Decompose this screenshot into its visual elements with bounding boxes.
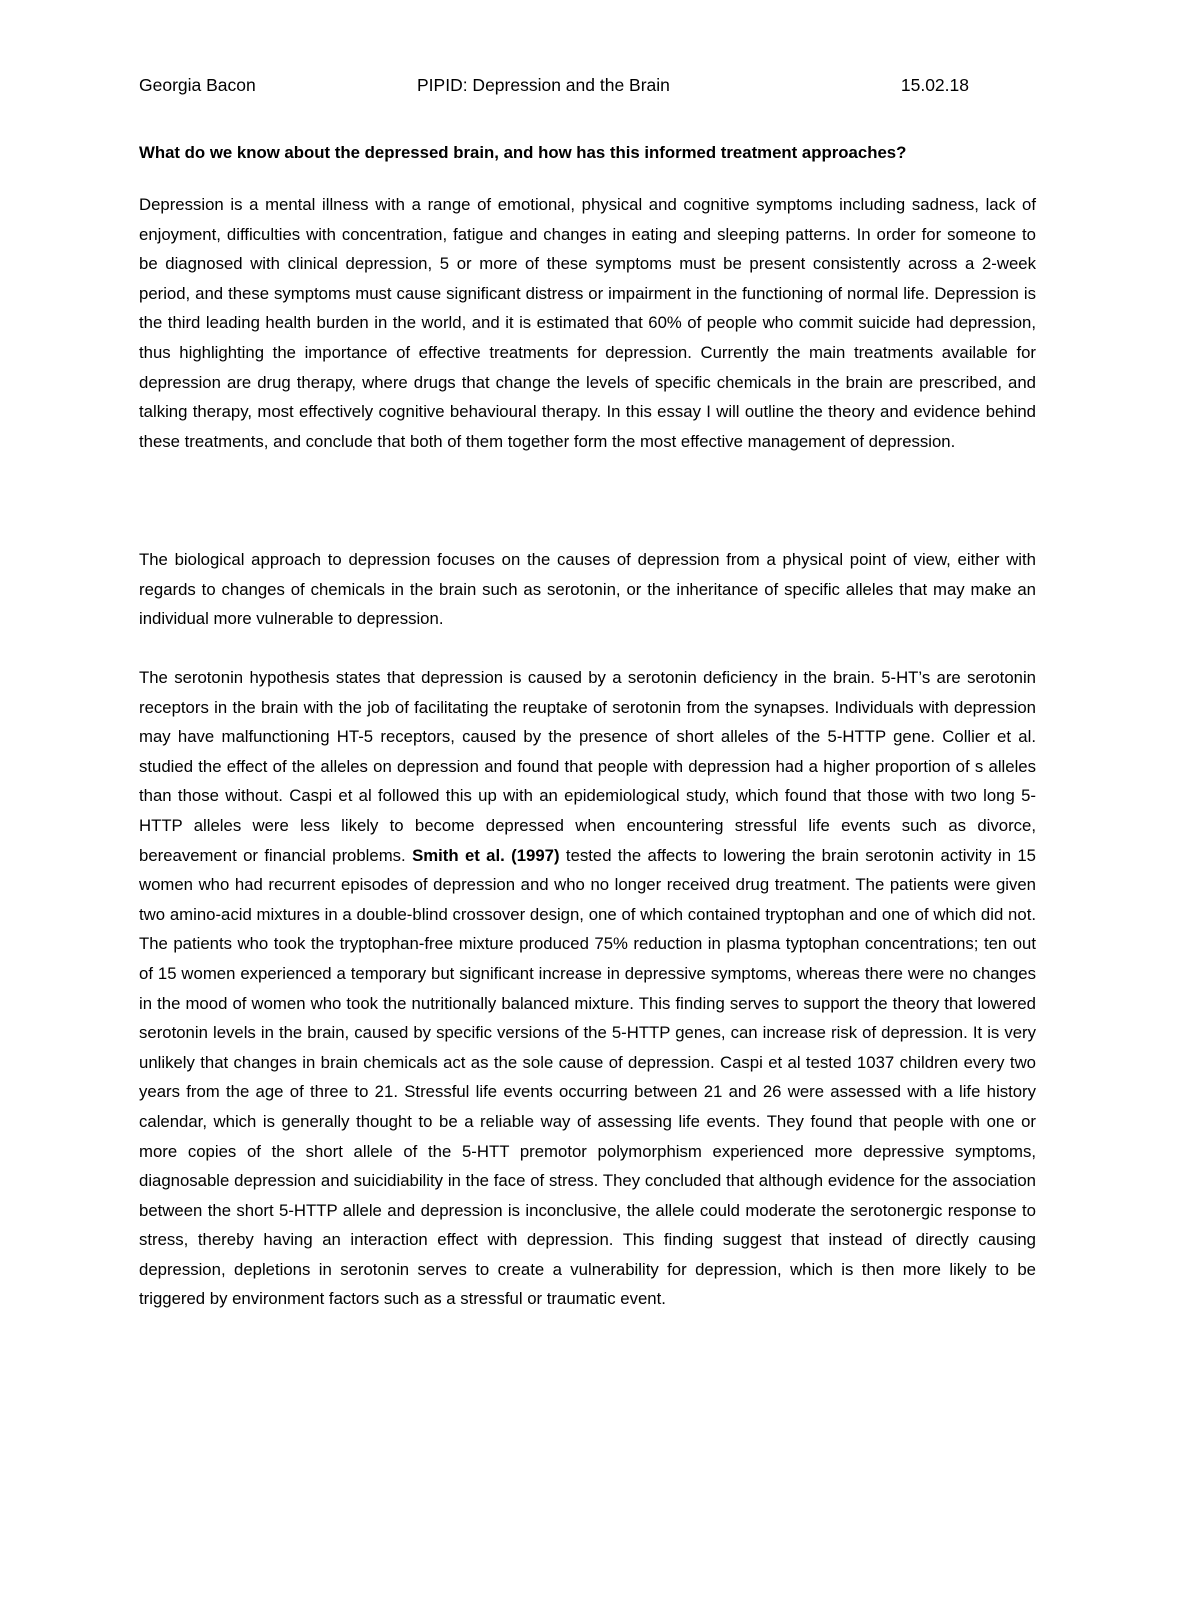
serotonin-hypothesis-paragraph — [139, 663, 1036, 1314]
intro-paragraph: Depression is a mental illness with a range of emotional, physical and cognitive symptoms including sadness, lack of enjoyment, difficulties with concentration, fatigue and changes in eating and sleeping patterns. In order for someone to be diagnosed with clinical depression, 5 or more of these symptoms must be present consistently across a 2-week period, and these symptoms must cause significant distress or impairment in the functioning of normal life. Depression is the third leading health burden in the world, and it is estimated that 60% of people who commit suicide had depression, thus highlighting the importance of effective treatments for depression. Currently the main treatments available for depression are drug therapy, where drugs that change the levels of specific chemicals in the brain are prescribed, and talking therapy, most effectively cognitive behavioural therapy. In this essay I will outline the theory and evidence behind these treatments, and conclude that both of them together form the most effective management of depression. — [139, 195, 1036, 451]
smith-citation: Smith et al. (1997) — [412, 845, 560, 865]
serotonin-text-part1: The serotonin hypothesis states that depression is caused by a serotonin deficiency in the brain. 5-HT’s are serotonin receptors in the brain with the job of facilitating the reuptake of serotonin from the synapses. Individuals with depression may have malfunctioning HT-5 receptors, caused by the presence of short alleles of the 5-HTTP gene. Collier et al. studied the effect of the alleles on depression and found that people with depression had a higher proportion of s alleles than those without. Caspi et al followed this up with an epidemiological study, which found that those with two long 5-HTTP alleles were less likely to become depressed when encountering stressful life events such as divorce, bereavement or financial problems. — [139, 668, 1036, 865]
header-date: 15.02.18 — [900, 75, 969, 95]
header-title: PIPID: Depression and the Brain — [417, 75, 670, 95]
essay-question: What do we know about the depressed brain, and how has this informed treatment approaches? — [139, 143, 907, 162]
serotonin-text-part2: tested the affects to lowering the brain serotonin activity in 15 women who had recurrent episodes of depression and who no longer received drug treatment. The patients were given two amino-acid mixtures in a double-blind crossover design, one of which contained tryptophan and one of which did not. The patients who took the tryptophan-free mixture produced 75% reduction in plasma typtophan concentrations; ten out of 15 women experienced a temporary but significant increase in depressive symptoms, whereas there were no changes in the mood of women who took the nutritionally balanced mixture. This finding serves to support the theory that lowered serotonin levels in the brain, caused by specific versions of the 5-HTTP genes, can increase risk of depression. It is very unlikely that changes in brain chemicals act as the sole cause of depression. Caspi et al tested 1037 children every two years from the age of three to 21. Stressful life events occurring between 21 and 26 were assessed with a life history calendar, which is generally thought to be a reliable way of assessing life events. They found that people with one or more copies of the short allele of the 5-HTT premotor polymorphism experienced more depressive symptoms, diagnosable depression and suicidiability in the face of stress. They concluded that although evidence for the association between the short 5-HTTP allele and depression is inconclusive, the allele could moderate the serotonergic response to stress, thereby having an interaction effect with depression. This finding suggest that instead of directly causing depression, depletions in serotonin serves to create a vulnerability for depression, which is then more likely to be triggered by environment factors such as a stressful or traumatic event. — [139, 845, 1036, 1309]
page-header — [139, 73, 969, 97]
biological-approach-paragraph: The biological approach to depression focuses on the causes of depression from a physical point of view, either with regards to changes of chemicals in the brain such as serotonin, or the inheritance of specific alleles that may make an individual more vulnerable to depression. — [139, 550, 1036, 629]
header-author: Georgia Bacon — [139, 75, 256, 95]
